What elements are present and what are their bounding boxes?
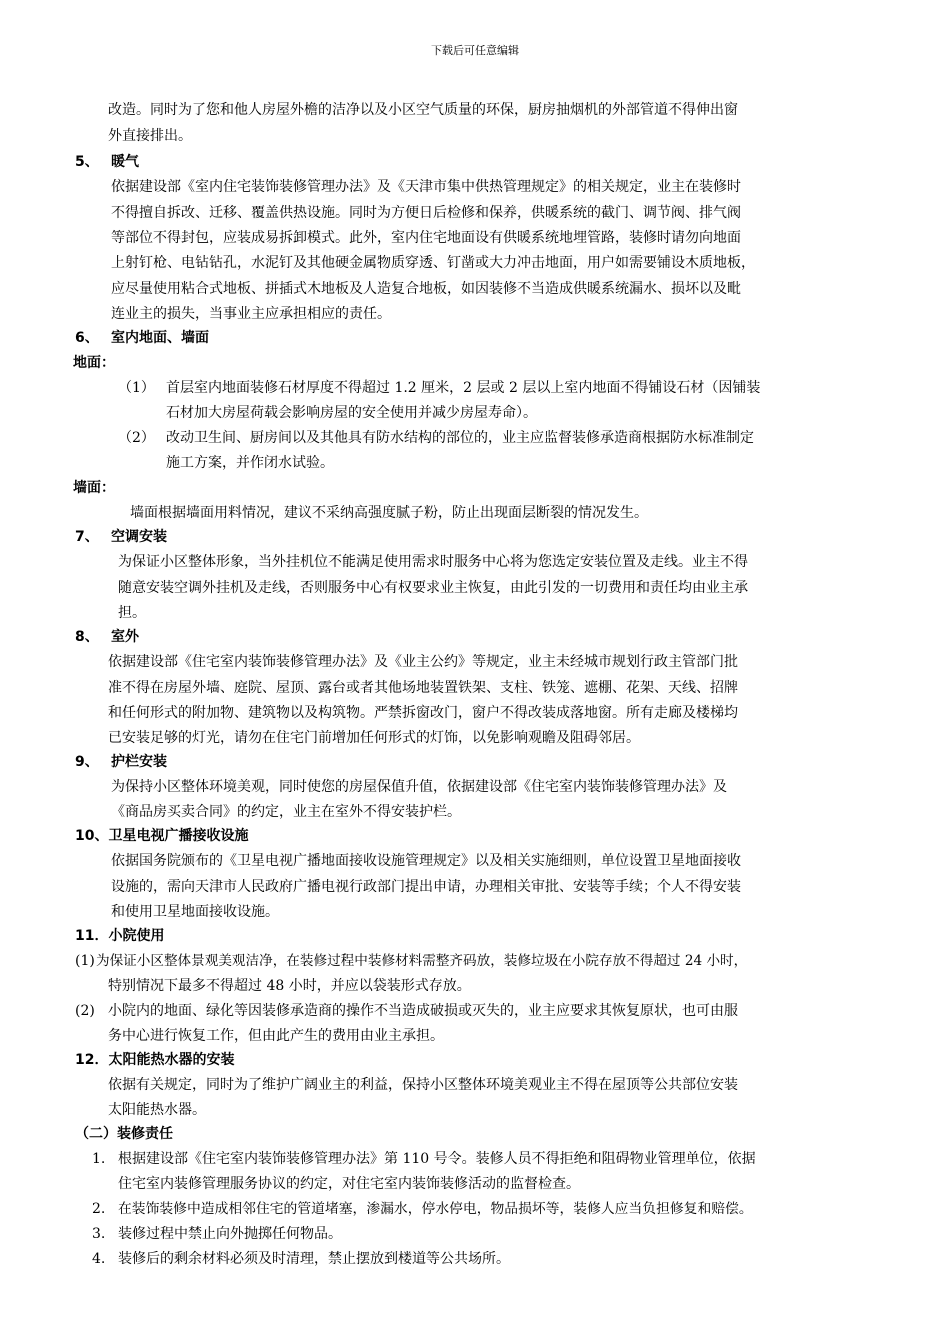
sec8-heading — [75, 627, 139, 647]
wall-line: 墙面根据墙面用料情况，建议不采纳高强度腻子粉，防止出现面层断裂的情况发生。 — [130, 505, 648, 521]
sec9-line: 《商品房买卖合同》的约定，业主在室外不得安装护栏。 — [111, 804, 461, 820]
sec7-heading — [75, 527, 167, 547]
part2-heading: （二）装修责任 — [75, 1126, 173, 1142]
sec6-heading — [75, 328, 209, 348]
sec12-heading: 12．太阳能热水器的安装 — [75, 1052, 235, 1068]
sec7-line: 为保证小区整体形象，当外挂机位不能满足使用需求时服务中心将为您选定安装位置及走线。业主不得 — [118, 554, 748, 570]
floor-label: 地面： — [73, 355, 115, 371]
part2-item-number: 2. — [92, 1201, 106, 1217]
sec10-line: 依据国务院颁布的《卫星电视广播地面接收设施管理规定》以及相关实施细则，单位设置卫星地面接收 — [111, 853, 741, 869]
floor-item-number: （1） — [118, 380, 155, 396]
sec5-line: 上射钉枪、电钻钻孔，水泥钉及其他硬金属物质穿透、钉凿或大力冲击地面，用户如需要铺设木质地板， — [111, 255, 755, 271]
sec11-item-line: 务中心进行恢复工作，但由此产生的费用由业主承担。 — [108, 1028, 444, 1044]
sec8-title: 室外 — [111, 629, 139, 645]
sec8-number: 8、 — [75, 629, 99, 645]
sec5-line: 依据建设部《室内住宅装饰装修管理办法》及《天津市集中供热管理规定》的相关规定，业主在装修时 — [111, 179, 741, 195]
sec11-item-number: (1) — [75, 953, 95, 969]
floor-item-line: 改动卫生间、厨房间以及其他具有防水结构的部位的，业主应监督装修承造商根据防水标准制定 — [166, 430, 754, 446]
sec8-line: 准不得在房屋外墙、庭院、屋顶、露台或者其他场地装置铁架、支柱、铁笼、遮棚、花架、天线、招牌 — [108, 680, 738, 696]
sec6-title: 室内地面、墙面 — [111, 330, 209, 346]
floor-item-line: 首层室内地面装修石材厚度不得超过 1.2 厘米，2 层或 2 层以上室内地面不得铺设石材（因铺装 — [166, 380, 761, 396]
sec9-title: 护栏安装 — [111, 754, 167, 770]
sec5-line: 不得擅自拆改、迁移、覆盖供热设施。同时为方便日后检修和保养，供暖系统的截门、调节阀、排气阀 — [111, 205, 741, 221]
sec12-line: 太阳能热水器。 — [108, 1102, 206, 1118]
sec11-heading: 11．小院使用 — [75, 928, 165, 944]
part2-item-line: 装修后的剩余材料必须及时清理，禁止摆放到楼道等公共场所。 — [118, 1251, 510, 1267]
part2-item-line: 装修过程中禁止向外抛掷任何物品。 — [118, 1226, 342, 1242]
part2-item-line: 住宅室内装修管理服务协议的约定，对住宅室内装饰装修活动的监督检查。 — [118, 1176, 580, 1192]
sec5-number: 5、 — [75, 154, 99, 170]
sec5-line: 等部位不得封包，应装成易拆卸模式。此外，室内住宅地面设有供暖系统地埋管路，装修时请勿向地面 — [111, 230, 741, 246]
sec10-line: 和使用卫星地面接收设施。 — [111, 904, 279, 920]
sec9-heading — [75, 752, 167, 772]
sec8-line: 已安装足够的灯光，请勿在住宅门前增加任何形式的灯饰，以免影响观瞻及阻碍邻居。 — [108, 730, 640, 746]
sec8-line: 依据建设部《住宅室内装饰装修管理办法》及《业主公约》等规定，业主未经城市规划行政主管部门批 — [108, 654, 738, 670]
sec7-title: 空调安装 — [111, 529, 167, 545]
floor-item-line: 石材加大房屋荷载会影响房屋的安全使用并减少房屋寿命）。 — [166, 405, 537, 421]
part2-item-number: 3. — [92, 1226, 106, 1242]
sec5-line: 应尽量使用粘合式地板、拼插式木地板及人造复合地板，如因装修不当造成供暖系统漏水、损坏以及毗 — [111, 281, 741, 297]
sec11-item-number: (2) — [75, 1003, 95, 1019]
sec11-item-line: 小院内的地面、绿化等因装修承造商的操作不当造成破损或灭失的，业主应要求其恢复原状，也可由服 — [108, 1003, 738, 1019]
sec7-number: 7、 — [75, 529, 99, 545]
sec5-line: 连业主的损失，当事业主应承担相应的责任。 — [111, 306, 391, 322]
sec12-line: 依据有关规定，同时为了维护广阔业主的利益，保持小区整体环境美观业主不得在屋顶等公共部位安装 — [108, 1077, 738, 1093]
floor-item-line: 施工方案，并作闭水试验。 — [166, 455, 334, 471]
sec4-line: 外直接排出。 — [108, 128, 192, 144]
sec7-line: 担。 — [118, 605, 146, 621]
part2-item-line: 在装饰装修中造成相邻住宅的管道堵塞，渗漏水，停水停电，物品损坏等，装修人应当负担修复和赔偿。 — [118, 1201, 753, 1217]
sec4-line: 改造。同时为了您和他人房屋外檐的洁净以及小区空气质量的环保，厨房抽烟机的外部管道不得伸出窗 — [108, 102, 738, 118]
sec10-line: 设施的，需向天津市人民政府广播电视行政部门提出申请，办理相关审批、安装等手续；个人不得安装 — [111, 879, 741, 895]
sec5-title: 暖气 — [111, 154, 139, 170]
sec9-line: 为保持小区整体环境美观，同时使您的房屋保值升值，依据建设部《住宅室内装饰装修管理办法》及 — [111, 779, 727, 795]
sec9-number: 9、 — [75, 754, 99, 770]
floor-item-number: （2） — [118, 430, 155, 446]
page-header: 下载后可任意编辑 — [431, 44, 519, 57]
sec11-item-line: 特别情况下最多不得超过 48 小时，并应以袋装形式存放。 — [108, 978, 471, 994]
sec5-heading — [75, 152, 139, 172]
part2-item-line: 根据建设部《住宅室内装饰装修管理办法》第 110 号令。装修人员不得拒绝和阻碍物业管理单位，依据 — [118, 1151, 756, 1167]
sec10-heading: 10、卫星电视广播接收设施 — [75, 828, 249, 844]
part2-item-number: 1. — [92, 1151, 106, 1167]
sec6-number: 6、 — [75, 330, 99, 346]
wall-label: 墙面： — [73, 480, 115, 496]
sec7-line: 随意安装空调外挂机及走线，否则服务中心有权要求业主恢复，由此引发的一切费用和责任均由业主承 — [118, 580, 748, 596]
sec8-line: 和任何形式的附加物、建筑物以及构筑物。严禁拆窗改门，窗户不得改装成落地窗。所有走廊及楼梯均 — [108, 705, 738, 721]
part2-item-number: 4. — [92, 1251, 106, 1267]
sec11-item-line: 为保证小区整体景观美观洁净，在装修过程中装修材料需整齐码放，装修垃圾在小院存放不得超过 24 小时， — [96, 953, 748, 969]
